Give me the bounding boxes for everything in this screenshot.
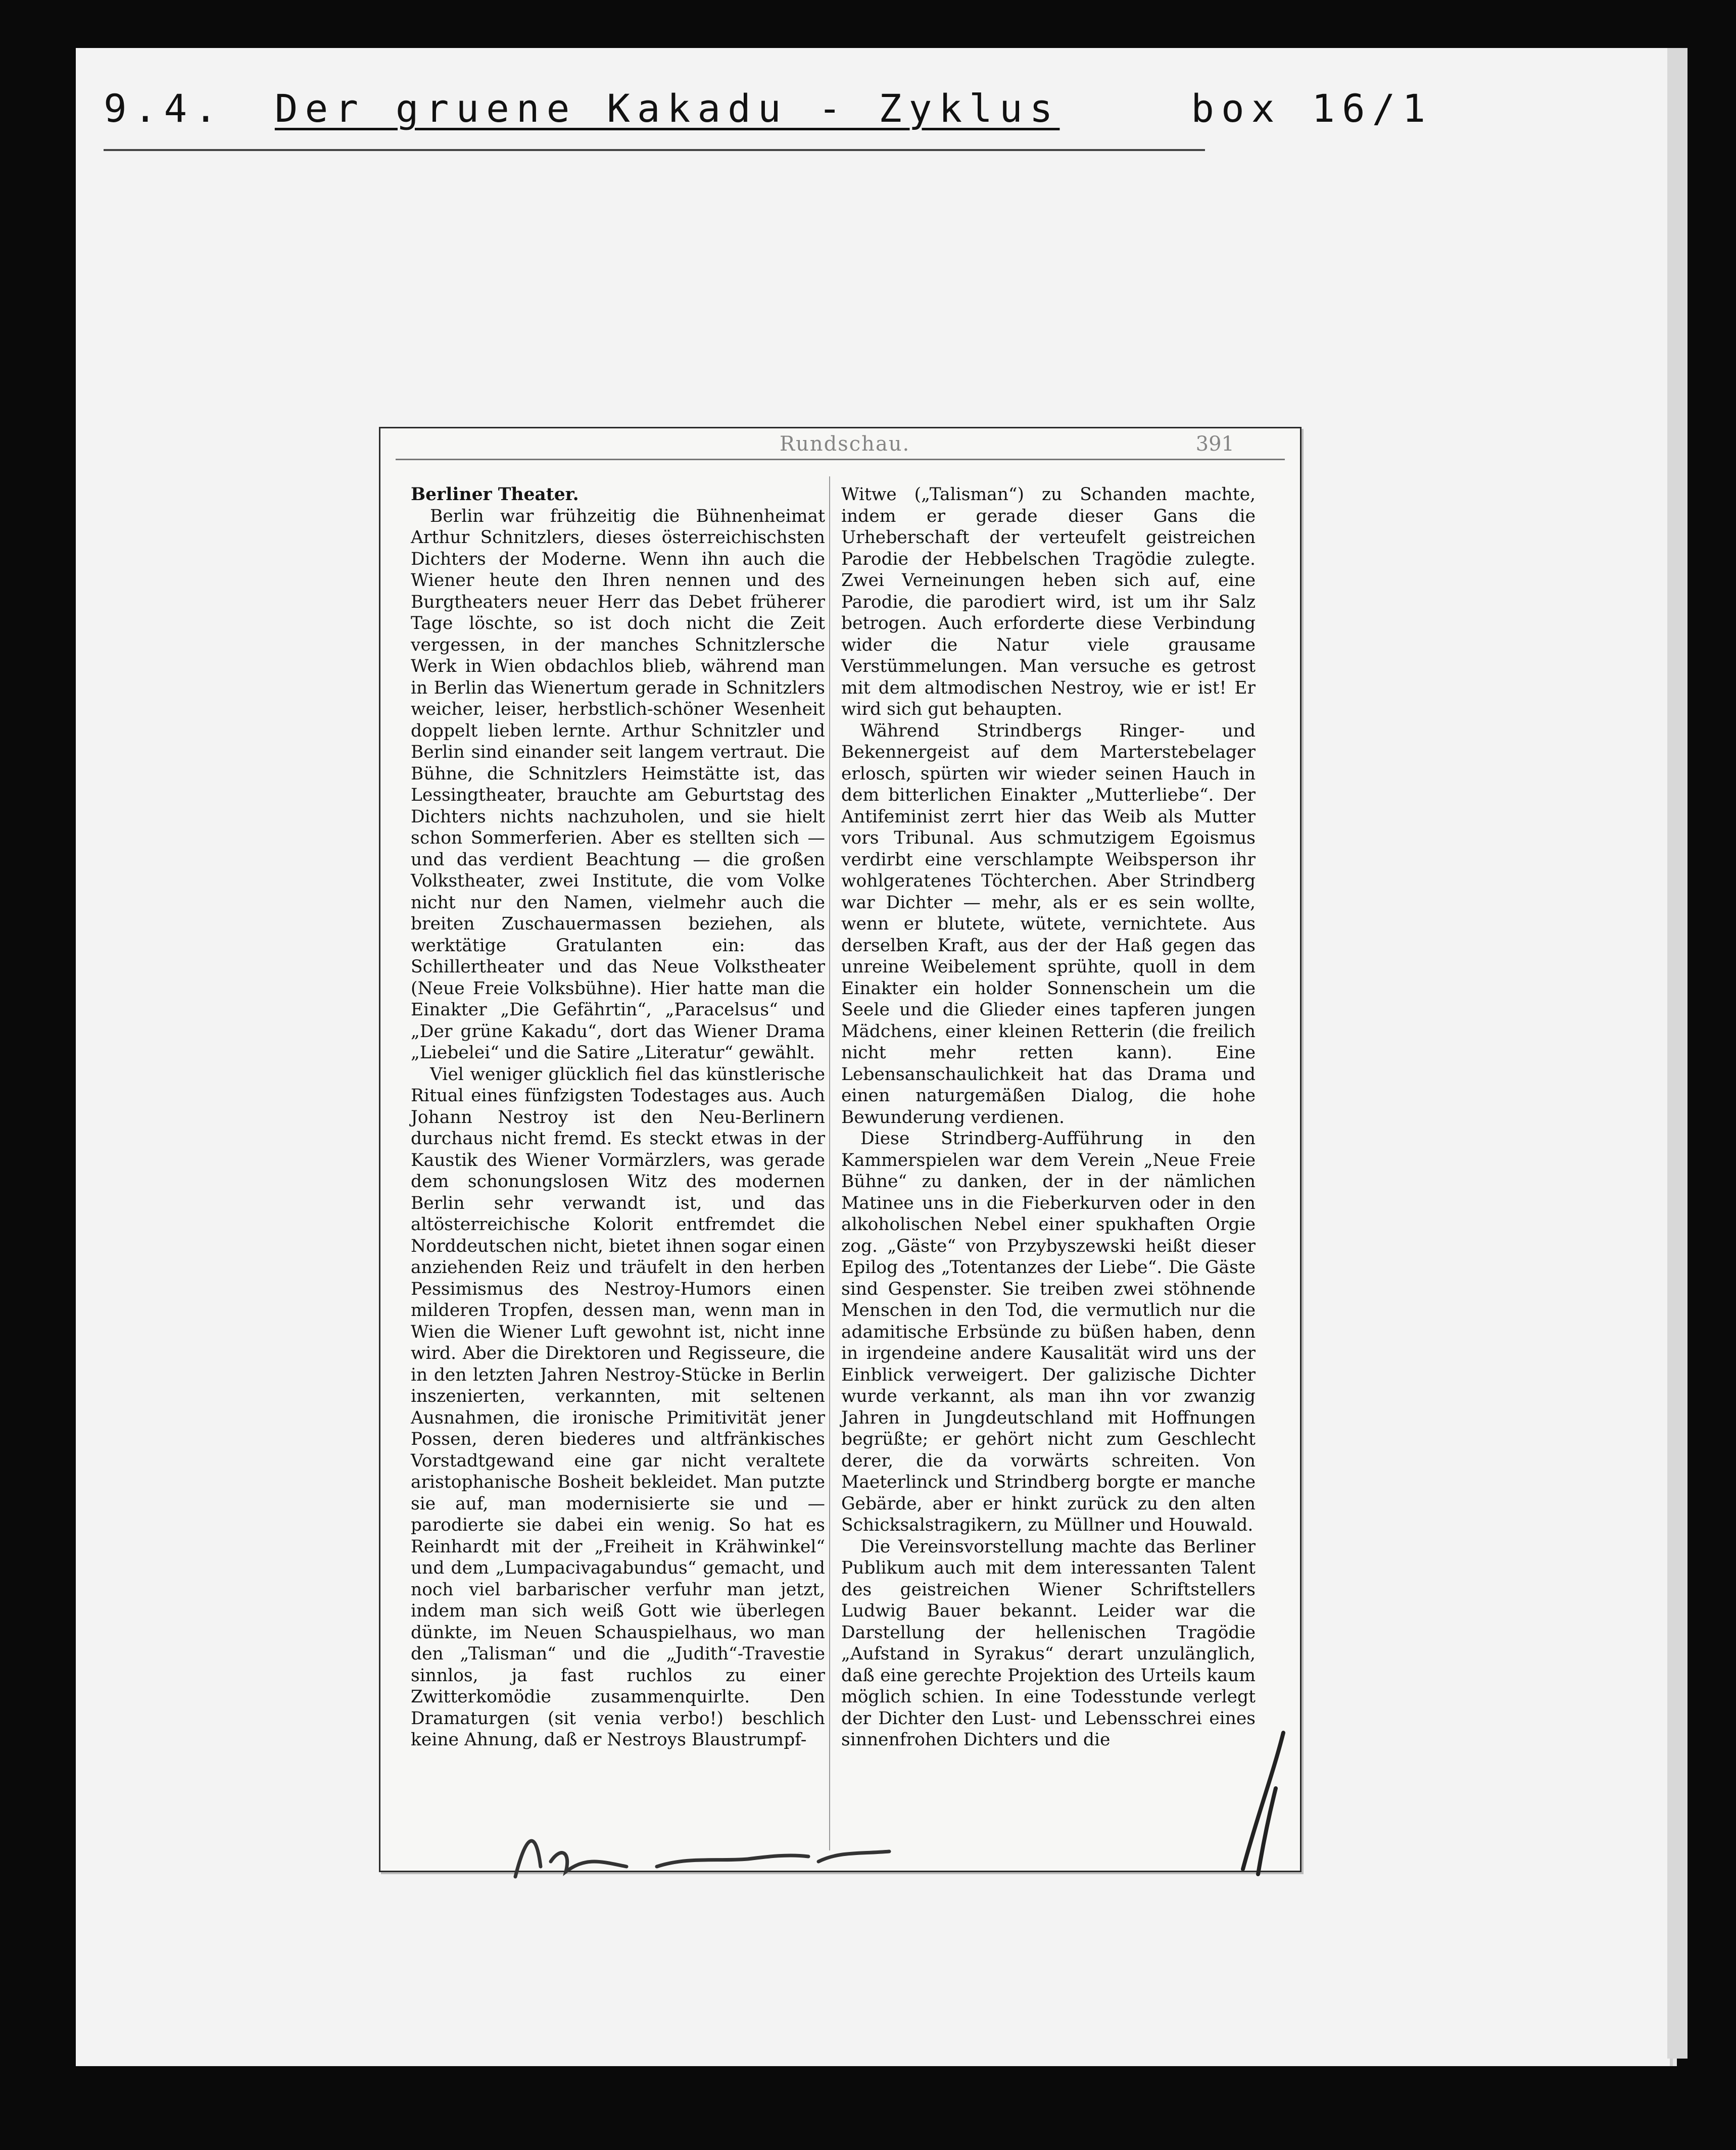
- clipping-rule: [396, 459, 1285, 460]
- sheet-edge: [1667, 48, 1687, 2059]
- shelf-signature: 9.4.: [104, 86, 225, 131]
- newspaper-clipping: [379, 427, 1301, 1872]
- cycle-title: Der gruene Kakadu - Zyklus: [274, 86, 1060, 131]
- left-column: [411, 484, 825, 1751]
- column-divider: [829, 476, 830, 1850]
- page-number: 391: [1195, 432, 1234, 456]
- clipping-header: [380, 428, 1300, 471]
- article-paragraph: Während Strindbergs Ringer- und Bekennergeist auf dem Marterstebelager erlosch, spürten wir wieder seinen Hauch in dem bitterlichen Einakter „Mutterliebe“. Der Antifeminist zerrt hier das Weib als Mutter vors Tribunal. Aus schmutzigem Egoismus verdirbt eine verschlampte Weibsperson ihr wohlgeratenes Töchterchen. Aber Strindberg war Dichter — mehr, als er es sein wollte, wenn er blutete, wütete, vernichtete. Aus derselben Kraft, aus der der Haß gegen das unreine Weibelement sprühte, quoll in dem Einakter ein holder Sonnenschein um die Seele und die Glieder eines tapferen jungen Mädchens, einer kleinen Retterin (die freilich nicht mehr retten kann). Eine Lebensanschaulichkeit hat das Drama und einen naturgemäßen Dialog, die hohe Bewunderung verdienen.: [841, 720, 1256, 1128]
- pencil-mark: [1228, 1728, 1298, 1879]
- header-rule: [104, 149, 1205, 151]
- archive-header: [104, 86, 1468, 131]
- box-number: box 16/1: [1191, 86, 1433, 131]
- pencil-mark: [505, 1806, 960, 1887]
- article-paragraph: Viel weniger glücklich fiel das künstlerische Ritual eines fünfzigsten Todestages aus. Auch Johann Nestroy ist den Neu-Berlinern durchaus nicht fremd. Es steckt etwas in der Kaustik des Wiener Vormärzlers, was gerade dem schonungslosen Witz des modernen Berlin sehr verwandt ist, und das altösterreichische Kolorit entfremdet die Norddeutschen nicht, bietet ihnen sogar einen anziehenden Reiz und träufelt in den herben Pessimismus des Nestroy-Humors einen milderen Tropfen, dessen man, wenn man in Wien die Wiener Luft gewohnt ist, nicht inne wird. Aber die Direktoren und Regisseure, die in den letzten Jahren Nestroy-Stücke in Berlin inszenierten, verkannten, mit seltenen Ausnahmen, die ironische Primitivität jener Possen, deren biederes und altfränkisches Vorstadtgewand eine gar nicht veraltete aristophanische Bosheit bekleidet. Man putzte sie auf, man modernisierte sie und — parodierte sie dabei ein wenig. So hat es Reinhardt mit der „Freiheit in Krähwinkel“ und dem „Lumpacivagabundus“ gemacht, und noch viel barbarischer verfuhr man jetzt, indem man sich weiß Gott wie überlegen dünkte, im Neuen Schauspielhaus, wo man den „Talisman“ und die „Judith“-Travestie sinnlos, ja fast ruchlos zu einer Zwitterkomödie zusammenquirlte. Den Dramaturgen (sit venia verbo!) beschlich keine Ahnung, daß er Nestroys Blaustrumpf-: [411, 1064, 825, 1750]
- article-paragraph: Die Vereinsvorstellung machte das Berliner Publikum auch mit dem interessanten Talent des geistreichen Wiener Schriftstellers Ludwig Bauer bekannt. Leider war die Darstellung der hellenischen Tragödie „Aufstand in Syrakus“ derart unzulänglich, daß eine gerechte Projektion des Urteils kaum möglich schien. In eine Todesstunde verlegt der Dichter den Lust- und Lebensschrei eines sinnenfrohen Dichters und die: [841, 1536, 1256, 1750]
- article-paragraph: Berlin war frühzeitig die Bühnenheimat Arthur Schnitzlers, dieses österreichischsten Dichters der Moderne. Wenn ihn auch die Wiener heute den Ihren nennen und des Burgtheaters neuer Herr das Debet früherer Tage löschte, so ist doch nicht die Zeit vergessen, in der manches Schnitzlersche Werk in Wien obdachlos blieb, während man in Berlin das Wienertum gerade in Schnitzlers weicher, leiser, herbstlich-schöner Wesenheit doppelt lieben lernte. Arthur Schnitzler und Berlin sind einander seit langem vertraut. Die Bühne, die Schnitzlers Heimstätte ist, das Lessingtheater, brauchte am Geburtstag des Dichters nichts nachzuholen, und sie hielt schon Sommerferien. Aber es stellten sich — und das verdient Beachtung — die großen Volkstheater, zwei Institute, die vom Volke nicht nur den Namen, vielmehr auch die breiten Zuschauermassen beziehen, als werktätige Gratulanten ein: das Schillertheater und das Neue Volkstheater (Neue Freie Volksbühne). Hier hatte man die Einakter „Die Gefährtin“, „Paracelsus“ und „Der grüne Kakadu“, dort das Wiener Drama „Liebelei“ und die Satire „Literatur“ gewählt.: [411, 506, 825, 1063]
- article-paragraph: Witwe („Talisman“) zu Schanden machte, indem er gerade dieser Gans die Urheberschaft der verteufelt geistreichen Parodie der Hebbelschen Tragödie zulegte. Zwei Verneinungen heben sich auf, eine Parodie, die parodiert wird, ist um ihr Salz betrogen. Auch erforderte diese Verbindung wider die Natur viele grausame Verstümmelungen. Man versuche es getrost mit dem altmodischen Nestroy, wie er ist! Er wird sich gut behaupten.: [841, 484, 1256, 719]
- article-heading: Berliner Theater.: [411, 484, 579, 505]
- right-column: [841, 484, 1256, 1751]
- article-paragraph: Diese Strindberg-Aufführung in den Kammerspielen war dem Verein „Neue Freie Bühne“ zu danken, der in der nämlichen Matinee uns in die Fieberkurven oder in den alkoholischen Nebel einer spukhaften Orgie zog. „Gäste“ von Przybyszewski heißt dieser Epilog des „Totentanzes der Liebe“. Die Gäste sind Gespenster. Sie treiben zwei stöhnende Menschen in den Tod, die vermutlich nur die adamitische Erbsünde zu büßen haben, denn in irgendeine andere Kausalität wird uns der Einblick verweigert. Der galizische Dichter wurde verkannt, als man ihn vor zwanzig Jahren in Jungdeutschland mit Hoffnungen begrüßte; er gehört nicht zum Geschlecht derer, die da vorwärts schreiten. Von Maeterlinck und Strindberg borgte er manche Gebärde, aber er hinkt zurück zu den alten Schicksalstragikern, zu Müllner und Houwald.: [841, 1129, 1256, 1535]
- running-title: Rundschau.: [780, 432, 910, 456]
